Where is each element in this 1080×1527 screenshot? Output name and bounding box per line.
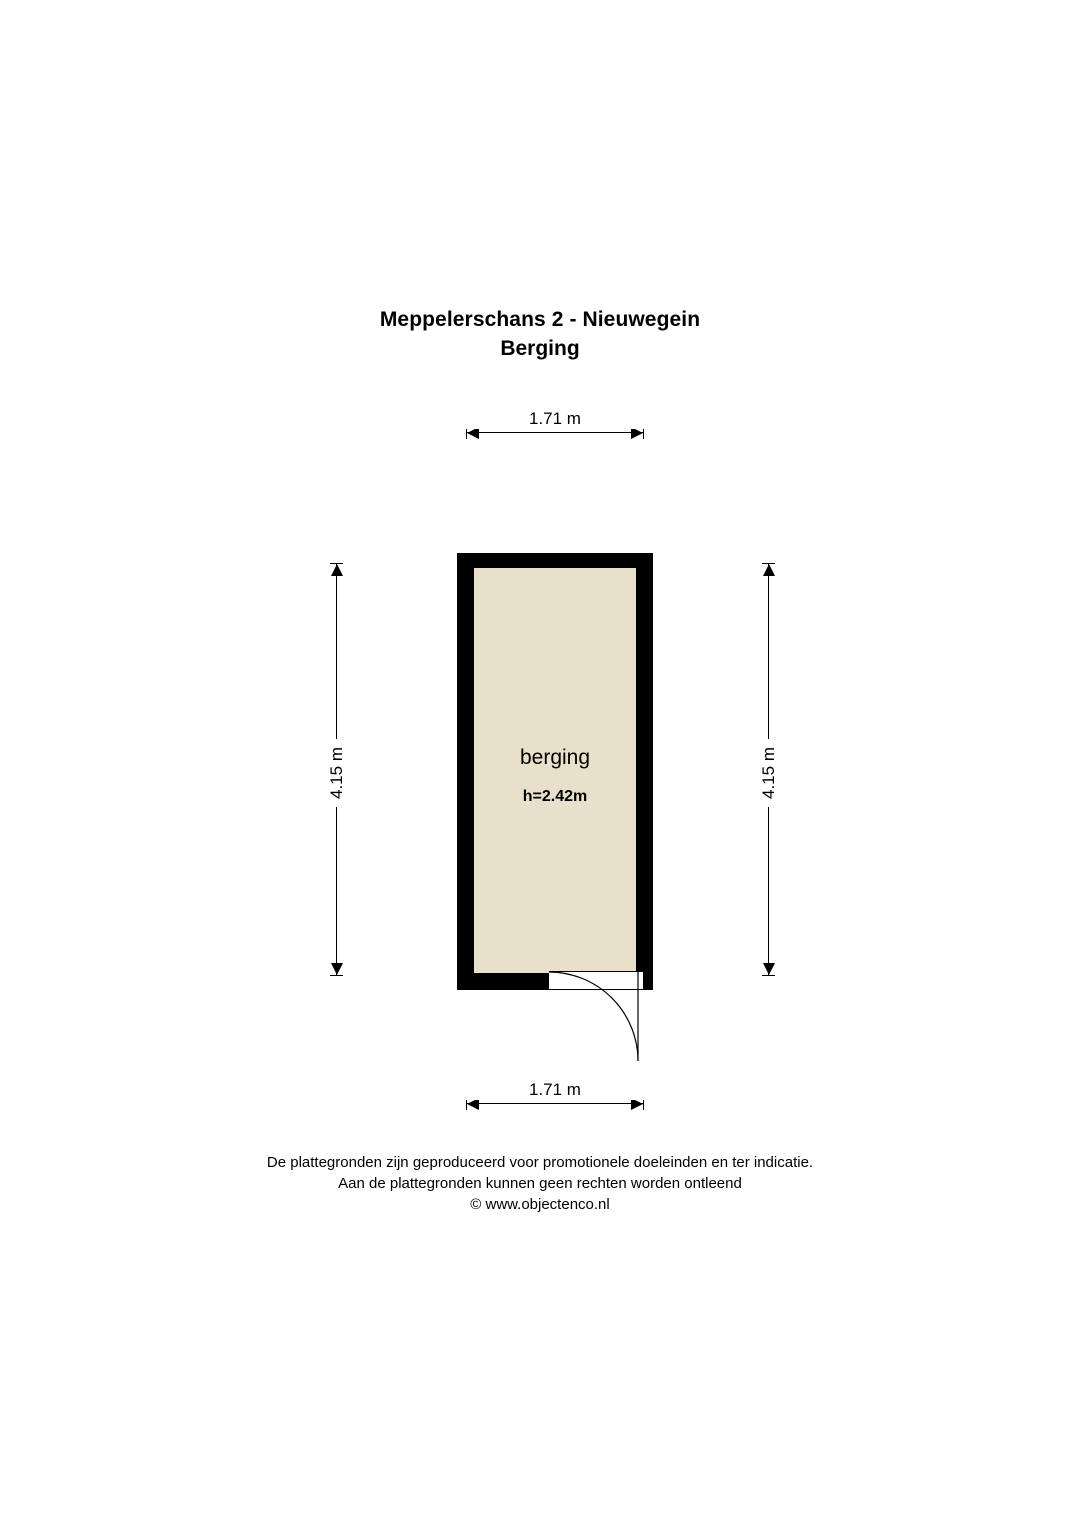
footer-disclaimer: [0, 1152, 1080, 1215]
dimension-value-right: 4.15 m: [755, 739, 783, 807]
dimension-value-bottom: 1.71 m: [519, 1080, 591, 1100]
dimension-cap-bottom: [330, 975, 343, 976]
dimension-value-top: 1.71 m: [519, 409, 591, 429]
footer-line-1: De plattegronden zijn geproduceerd voor promotionele doeleinden en ter indicatie.: [266, 1154, 814, 1171]
footer-line-2: Aan de plattegronden kunnen geen rechten worden ontleend: [338, 1175, 742, 1192]
dimension-arrow-bottom: [331, 963, 343, 975]
footer-copyright: © www.objectenco.nl: [470, 1196, 610, 1213]
dimension-bottom-width: [466, 1080, 644, 1116]
room-label-berging: berging: [519, 746, 591, 769]
dimension-left-height: [325, 563, 349, 976]
floor-plan: [457, 553, 653, 990]
dimension-label-right: [707, 746, 831, 799]
dimension-label-left: [275, 746, 399, 799]
door-swing-arc: [549, 972, 639, 1062]
dimension-top-width: [466, 409, 644, 445]
title-block: [0, 305, 1080, 363]
dimension-arrow-bottom: [763, 963, 775, 975]
dimension-arrow-top: [763, 564, 775, 576]
dimension-line: [466, 1103, 644, 1104]
dimension-value-left: 4.15 m: [323, 739, 351, 807]
room-height-label: h=2.42m: [522, 788, 588, 805]
dimension-cap-bottom: [762, 975, 775, 976]
dimension-line: [466, 432, 644, 433]
dimension-arrow-top: [331, 564, 343, 576]
dimension-label-top: [466, 409, 644, 429]
page-title: Meppelerschans 2 - Nieuwegein: [379, 308, 701, 331]
dimension-label-bottom: [466, 1080, 644, 1100]
page-subtitle: Berging: [500, 337, 580, 360]
room-floor-berging: [474, 568, 636, 973]
dimension-right-height: [757, 563, 781, 976]
